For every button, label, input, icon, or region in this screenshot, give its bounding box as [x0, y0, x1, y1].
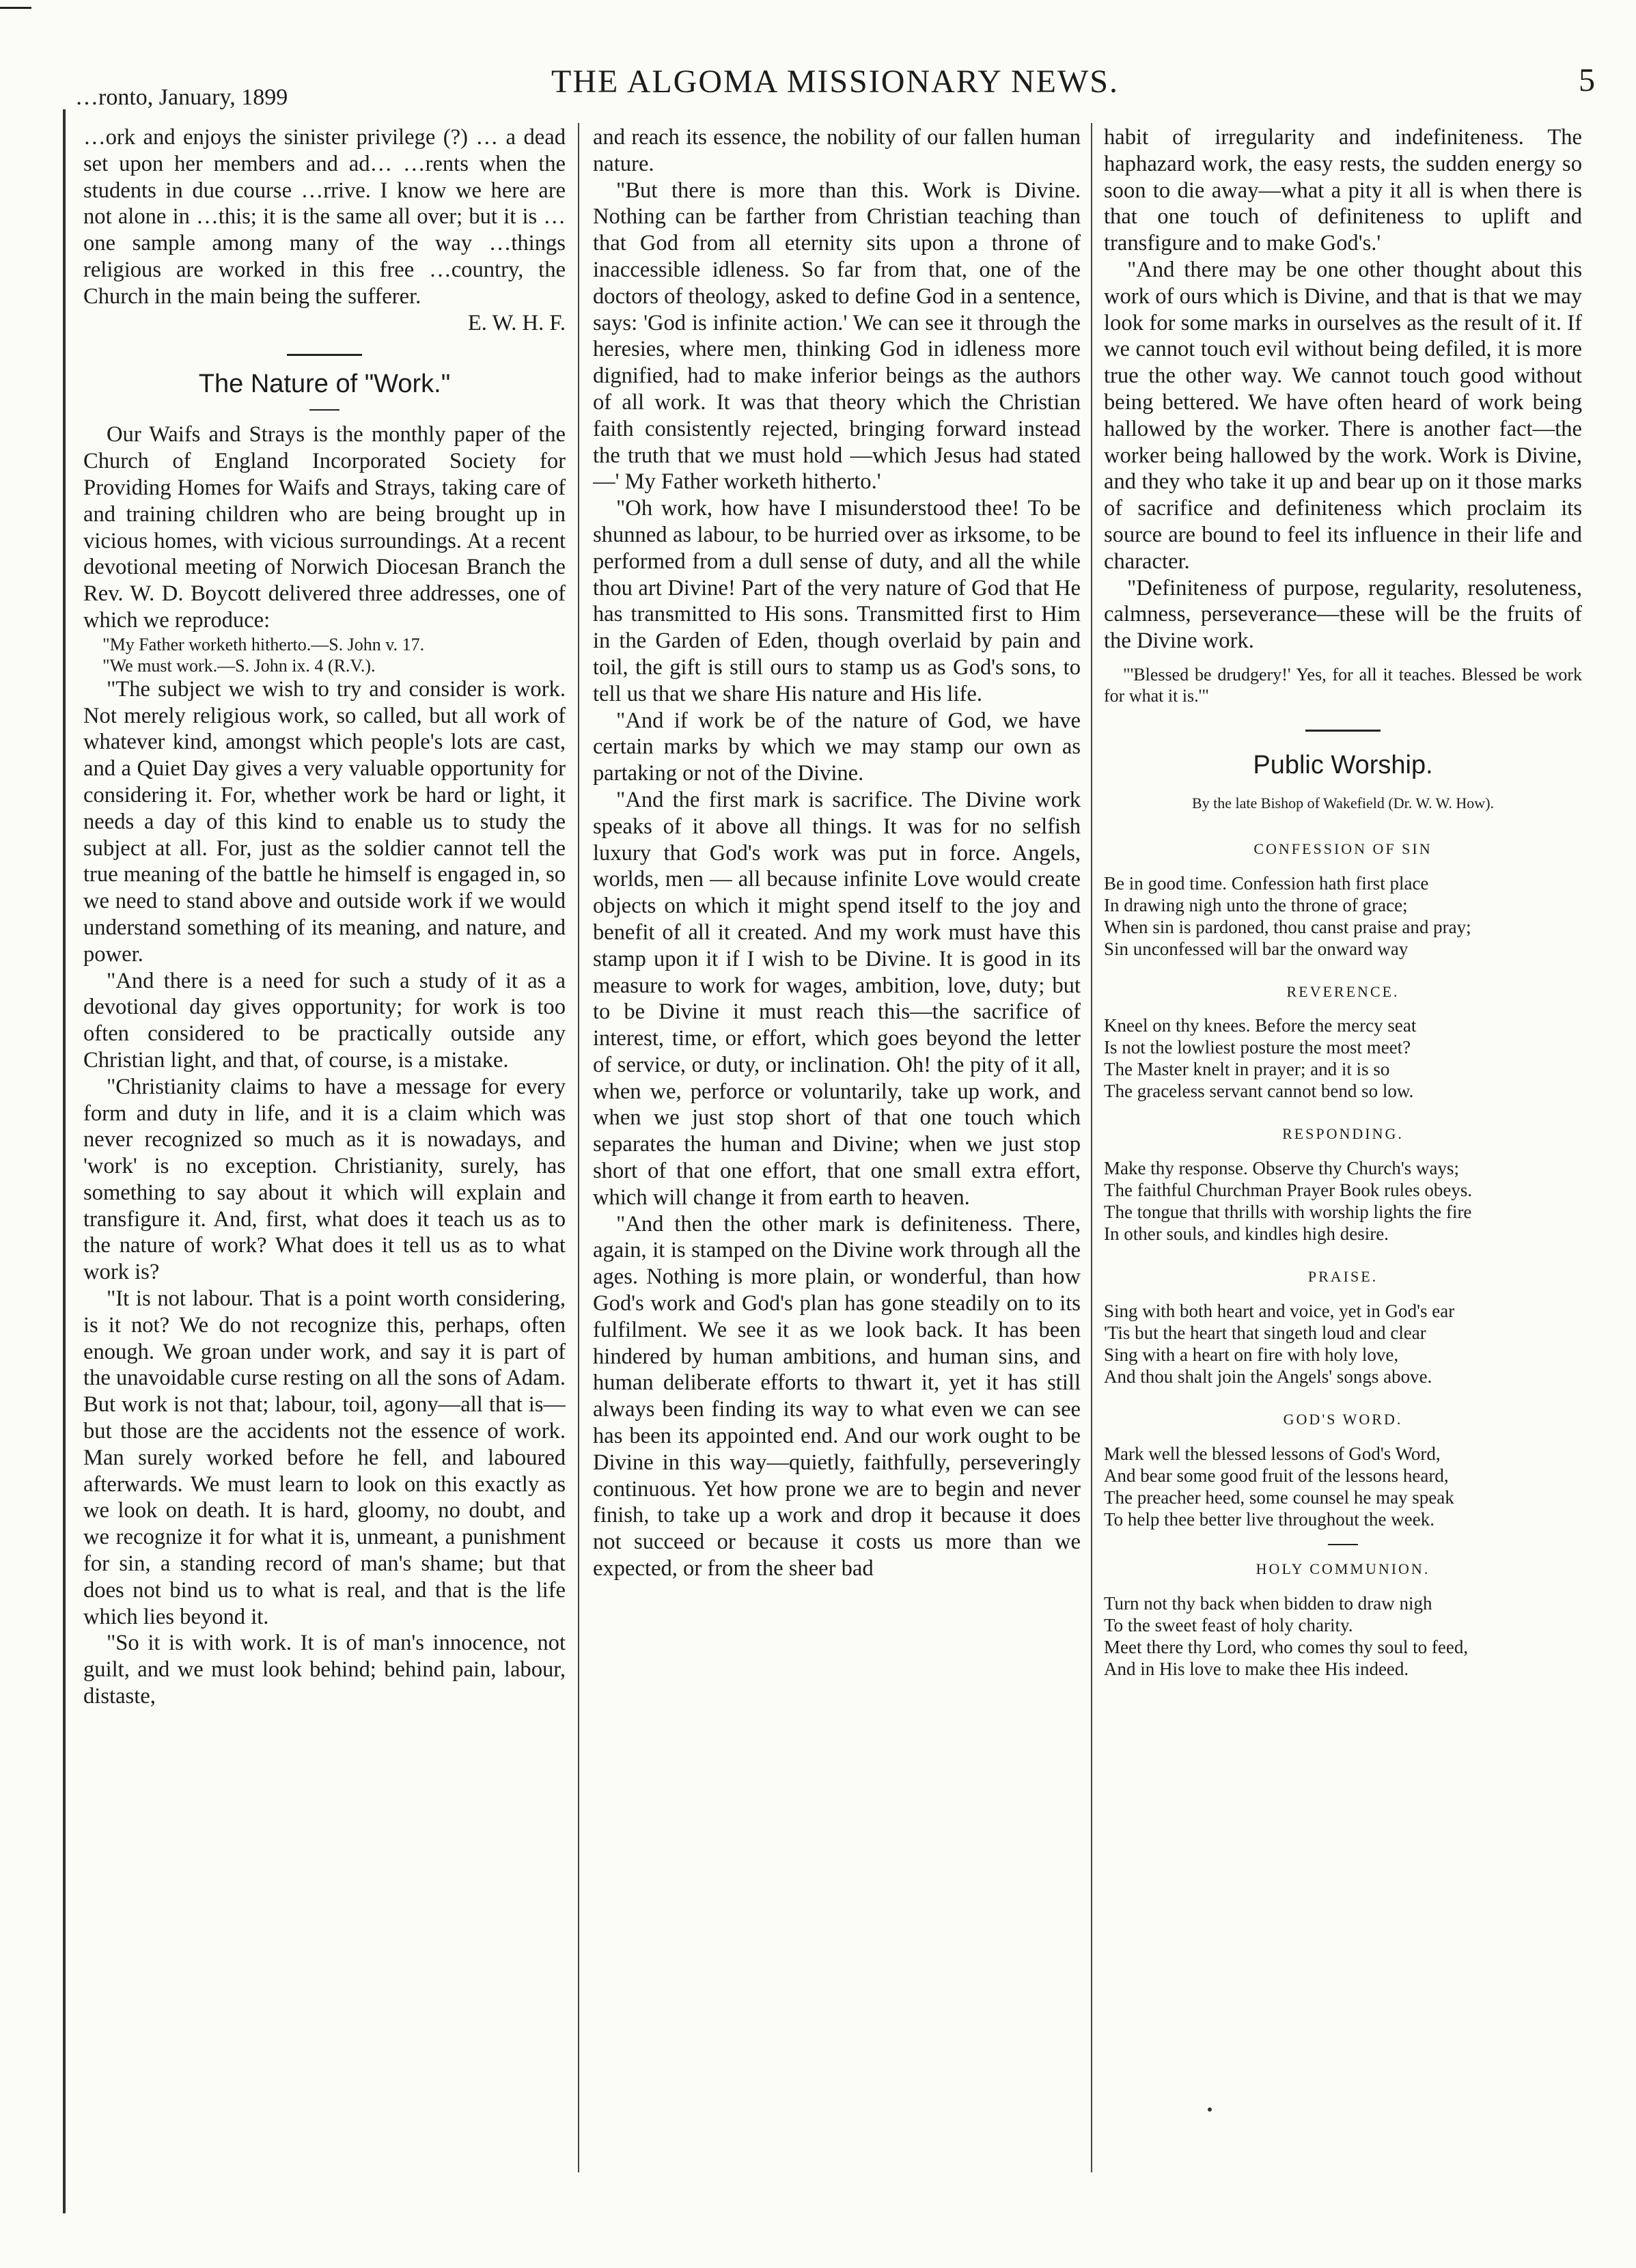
poem-line: Make thy response. Observe thy Church's ways;	[1104, 1158, 1460, 1179]
poem-line: Mark well the blessed lessons of God's Word,	[1104, 1443, 1441, 1464]
corner-mark	[0, 7, 31, 9]
poem-line: In other souls, and kindles high desire.	[1104, 1223, 1389, 1245]
paragraph: "And if work be of the nature of God, we have certain marks by which we may stamp our own as partaking or not of the Divine.	[593, 708, 1081, 786]
page-number: 5	[1579, 62, 1595, 98]
article-signature: E. W. H. F.	[467, 310, 566, 335]
paragraph: "And then the other mark is definiteness. There, again, it is stamped on the Divine work through all the ages. Nothing is more plain, or wonderful, than how God's work and God's plan has gone steadily on to its fulfilment. We see it as we look back. It has been hindered by human ambitions, and human sins, and human deliberate efforts to thwart it, yet it has still always been finding its way to what even we can see has been its appointed end. And our work ought to be Divine in this way—quietly, faithfully, perseveringly continuous. Yet how prone we are to begin and never finish, to take up a work and drop it because it does not succeed or because it costs us more than we expected, or from the sheer bad	[593, 1211, 1081, 1581]
title-rule	[309, 409, 339, 411]
poem-line: And thou shalt join the Angels' songs above.	[1104, 1366, 1432, 1387]
worship-byline: By the late Bishop of Wakefield (Dr. W. W. How).	[1191, 794, 1495, 812]
poem-line: The graceless servant cannot bend so low.	[1104, 1081, 1414, 1102]
page-mark	[1208, 2107, 1212, 2112]
poem-line: When sin is pardoned, thou canst praise and pray;	[1104, 916, 1471, 937]
poem-line: And in His love to make thee His indeed.	[1104, 1658, 1409, 1679]
poem-line: In drawing nigh unto the throne of grace;	[1104, 894, 1408, 915]
column-3	[1104, 124, 1582, 2193]
poem-line: And bear some good fruit of the lessons heard,	[1104, 1465, 1449, 1486]
poem-reverence	[1104, 979, 1582, 1103]
scripture-quote: "We must work.—S. John ix. 4 (R.V.).	[102, 655, 376, 676]
poem-holy-communion	[1104, 1556, 1582, 1680]
paragraph: "Christianity claims to have a message for every form and duty in life, and it is a claim which was never recognized so much as it is nowadays, and 'work' is no exception. Christianity, surely, has something to say about it which will explain and transfigure it. And, first, what does it teach us as to the nature of work? What does it tell us as to what work is?	[83, 1074, 566, 1285]
poem-line: The Master knelt in prayer; and it is so	[1104, 1059, 1390, 1080]
section-rule	[1328, 1544, 1358, 1545]
scripture-quote: "My Father worketh hitherto.—S. John v. 17.	[102, 634, 425, 654]
paragraph: "So it is with work. It is of man's innocence, not guilt, and we must look behind; behind pain, labour, distaste,	[83, 1631, 566, 1709]
poem-line: The tongue that thrills with worship lights the fire	[1104, 1202, 1472, 1223]
poem-heading: REVERENCE.	[1286, 982, 1400, 1000]
poem-line: To the sweet feast of holy charity.	[1104, 1614, 1353, 1635]
poem-line: Turn not thy back when bidden to draw nigh	[1104, 1592, 1432, 1614]
poem-line: Be in good time. Confession hath first place	[1104, 872, 1429, 894]
masthead-title: THE ALGOMA MISSIONARY NEWS.	[551, 64, 1119, 100]
poem-heading: HOLY COMMUNION.	[1256, 1560, 1430, 1577]
section-rule	[287, 354, 362, 356]
poem-line: 'Tis but the heart that singeth loud and clear	[1104, 1322, 1426, 1343]
closing-quote: "'Blessed be drudgery!' Yes, for all it teaches. Blessed be work for what it is.'"	[1104, 664, 1582, 706]
article-title: The Nature of "Work."	[198, 370, 451, 399]
column-divider	[578, 123, 579, 2172]
poem-praise	[1104, 1264, 1582, 1387]
poem-confession	[1104, 836, 1582, 960]
paragraph: "The subject we wish to try and consider is work. Not merely religious work, so called, but all work of whatever kind, amongst which people's lots are cast, and a Quiet Day gives a very valuable opportunity for considering it. For, whether work be hard or light, it needs a day of this kind to enable us to study the subject at all. For, just as the soldier cannot tell the true meaning of the battle he himself is engaged in, so we need to stand above and outside work if we would understand something of its meaning, and nature, and power.	[83, 676, 566, 967]
poem-heading: PRAISE.	[1307, 1268, 1378, 1286]
poem-line: Meet there thy Lord, who comes thy soul to feed,	[1104, 1636, 1469, 1657]
column-divider	[1091, 123, 1092, 2172]
poem-heading: RESPONDING.	[1282, 1125, 1404, 1143]
poem-line: Sing with a heart on fire with holy love,	[1104, 1344, 1399, 1365]
worship-title: Public Worship.	[1253, 750, 1433, 779]
poem-line: To help thee better live throughout the week.	[1104, 1508, 1434, 1530]
poem-line: The preacher heed, some counsel he may speak	[1104, 1486, 1454, 1508]
paragraph: "Oh work, how have I misunderstood thee! To be shunned as labour, to be hurried over as irksome, to be performed from a dull sense of duty, and all the while thou art Divine! Part of the very nature of God that He has transmitted to His sons. Transmitted first to Him in the Garden of Eden, though overlaid by pain and toil, the gift is still ours to stamp us as God's sons, to tell us that we share His nature and His life.	[593, 496, 1081, 706]
column-1	[83, 124, 566, 2193]
poem-line: Kneel on thy knees. Before the mercy seat	[1104, 1015, 1417, 1036]
section-rule	[1305, 730, 1381, 732]
paragraph: Our Waifs and Strays is the monthly paper of the Church of England Incorporated Society for Providing Homes for Waifs and Strays, taking care of and training children who are being brought up in vicious homes, with vicious surroundings. At a recent devotional meeting of Norwich Diocesan Branch the Rev. W. D. Boycott delivered three addresses, one of which we reproduce:	[83, 422, 566, 633]
left-margin-rule	[63, 109, 66, 2213]
poem-line: Sin unconfessed will bar the onward way	[1104, 938, 1409, 959]
paragraph: "And there may be one other thought about this work of ours which is Divine, and that is that we may look for some marks in ourselves as the result of it. If we cannot touch evil without being defiled, it is more true the other way. We cannot touch good without being bettered. We have often heard of work being hallowed by the worker. There is another fact—the worker being hallowed by the work. Work is Divine, and they who take it up and bear up on it those marks of sacrifice and definiteness which proclaim its source are bound to feel its influence in their life and character.	[1104, 257, 1582, 574]
poem-responding	[1104, 1121, 1582, 1245]
poem-line: Sing with both heart and voice, yet in God's ear	[1104, 1300, 1455, 1321]
paragraph: habit of irregularity and indefiniteness. The haphazard work, the easy rests, the sudden energy so soon to die away—what a pity it all is when there is that one touch of definiteness to uplift and transfigure and to make God's.'	[1104, 125, 1582, 256]
page-header	[75, 60, 1595, 115]
poem-line: The faithful Churchman Prayer Book rules obeys.	[1104, 1180, 1473, 1201]
poem-gods-word	[1104, 1407, 1582, 1530]
column-2	[593, 124, 1081, 2193]
paragraph: "Definiteness of purpose, regularity, resoluteness, calmness, perseverance—these will be the fruits of the Divine work.	[1104, 575, 1582, 654]
dateline: …ronto, January, 1899	[75, 85, 288, 110]
paragraph: and reach its essence, the nobility of our fallen human nature.	[593, 125, 1081, 176]
paragraph: "But there is more than this. Work is Divine. Nothing can be farther from Christian teaching than that God from all eternity sits upon a throne of inaccessible idleness. So far from that, one of the doctors of theology, asked to define God in a sentence, says: 'God is infinite action.' We can see it through the heresies, where men, thinking God in idleness more dignified, had to make inferior beings as the authors of all work. It was that theory which the Christian faith consistently rejected, bringing forward instead the truth that we must hold —which Jesus had stated—' My Father worketh hitherto.'	[593, 178, 1081, 495]
poem-heading: GOD'S WORD.	[1283, 1410, 1403, 1428]
poem-line: Is not the lowliest posture the most meet?	[1104, 1037, 1411, 1058]
previous-article-ending: …ork and enjoys the sinister privilege (?) … a dead set upon her members and ad… …rents when the students in due course …rrive. I know we here are not alone in …this; it is the same all over; but it is …one sample among many of the way …things religious are worked in this free …country, the Church in the main being the sufferer.	[83, 125, 566, 309]
paragraph: "And the first mark is sacrifice. The Divine work speaks of it above all things. It was for no selfish luxury that God's work was put in force. Angels, worlds, men — all because infinite Love would create objects on which it might spend itself to the joy and benefit of all it created. And my work must have this stamp upon it if I wish to be Divine. It is good in its measure to work for wages, ambition, love, duty; but to be Divine it must reach this—the sacrifice of interest, time, or effort, which goes beyond the letter of service, or duty, or inclination. Oh! the pity of it all, when we, perforce or voluntarily, take up work, and when we just stop short of that one touch which separates the human and Divine; when we just stop short of that one effort, that one small extra effort, which will change it from earth to heaven.	[593, 787, 1081, 1210]
paragraph: "And there is a need for such a study of it as a devotional day gives opportunity; for work is too often considered to be practically outside any Christian light, and that, of course, is a mistake.	[83, 968, 566, 1073]
paragraph: "It is not labour. That is a point worth considering, is it not? We do not recognize this, perhaps, often enough. We groan under work, and say it is part of the unavoidable curse resting on all the sons of Adam. But work is not that; labour, toil, agony—all that is—but those are the accidents not the essence of work. Man surely worked before he fell, and laboured afterwards. We must learn to look on this exactly as we look on death. It is hard, gloomy, no doubt, and we recognize it for what it is, unmeant, a punishment for sin, a standing record of man's shame; but that does not bind us to what is real, and that is the life which lies beyond it.	[83, 1286, 566, 1629]
poem-heading: CONFESSION OF SIN	[1253, 840, 1432, 857]
